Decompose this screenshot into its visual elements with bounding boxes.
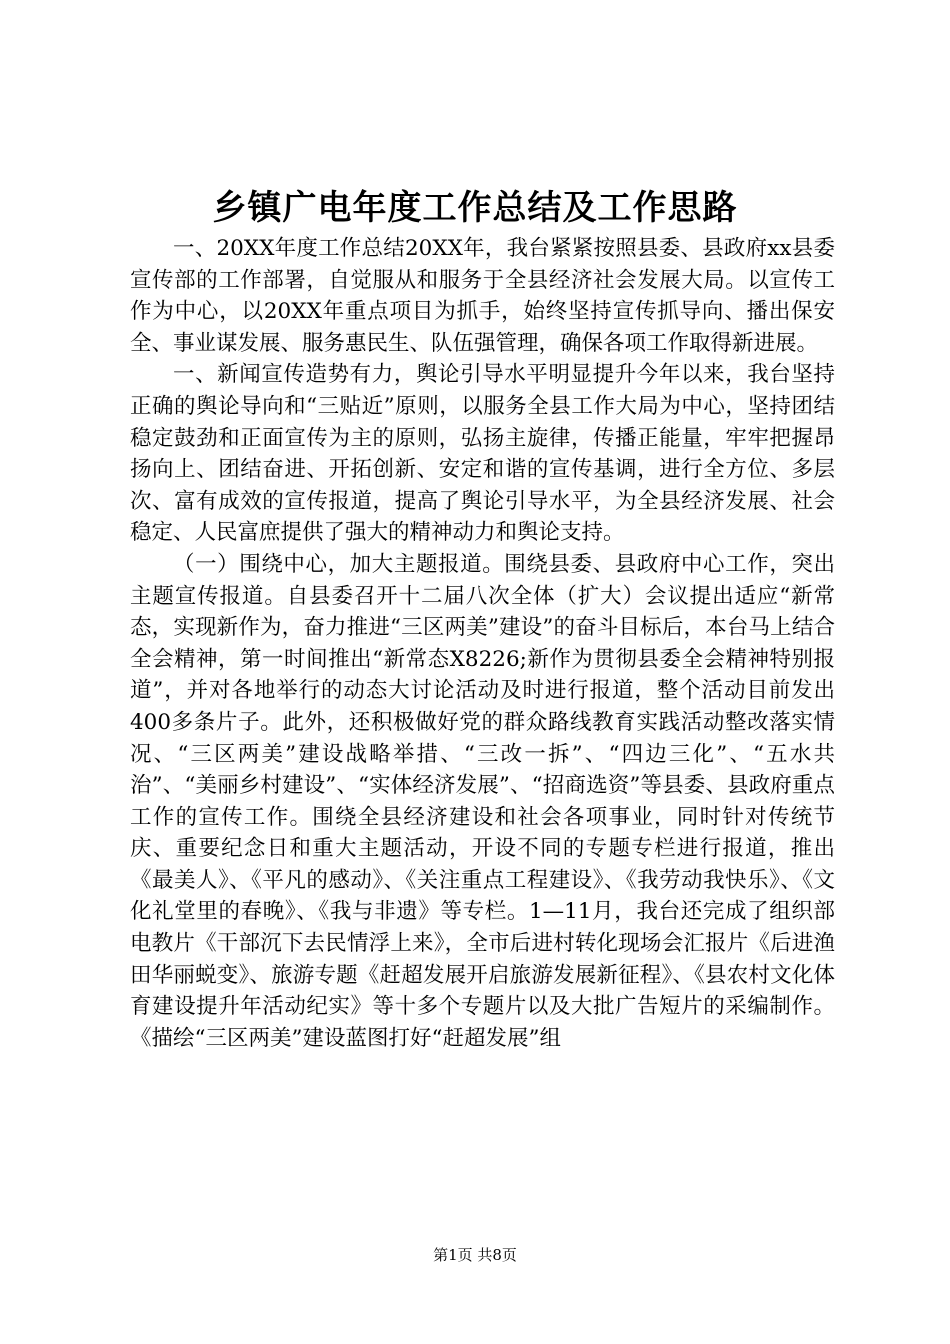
paragraph-theme-reporting: （一）围绕中心，加大主题报道。围绕县委、县政府中心工作，突出主题宣传报道。自县委召开十二届八次全体（扩大）会议提出适应“新常态，实现新作为，奋力推进“三区两美”建设”的奋斗目标后，本台马上结合全会精神，第一时间推出“新常态X8226;新作为贯彻县委全会精神特别报道”，并对各地举行的动态大讨论活动及时进行报道，整个活动目前发出400多条片子。此外，还积极做好党的群众路线教育实践活动整改落实情况、“三区两美”建设战略举措、“三改一拆”、“四边三化”、“五水共治”、“美丽乡村建设”、“实体经济发展”、“招商选资”等县委、县政府重点工作的宣传工作。围绕全县经济建设和社会各项事业，同时针对传统节庆、重要纪念日和重大主题活动，开设不同的专题专栏进行报道，推出《最美人》、《平凡的感动》、《关注重点工程建设》、《我劳动我快乐》、《文化礼堂里的春晚》、《我与非遗》等专栏。1—11月，我台还完成了组织部电教片《干部沉下去民情浮上来》，全市后进村转化现场会汇报片《后进渔田华丽蜕变》、旅游专题《赶超发展开启旅游发展新征程》、《县农村文化体育建设提升年活动纪实》等十多个专题片以及大批广告短片的采编制作。《描绘“三区两美”建设蓝图打好“赶超发展”组 (130, 551, 835, 1051)
page-footer: 第1页 共8页 (433, 1246, 517, 1264)
paragraph-annual-summary: 一、20XX年度工作总结20XX年，我台紧紧按照县委、县政府xx县委宣传部的工作部署，自觉服从和服务于全县经济社会发展大局。以宣传工作为中心，以20XX年重点项目为抓手，始终坚持宣传抓导向、播出保安全、事业谋发展、服务惠民生、队伍强管理，确保各项工作取得新进展。 (130, 236, 835, 356)
document-body (130, 233, 835, 1054)
document-title: 乡镇广电年度工作总结及工作思路 (212, 188, 738, 228)
paragraph-news-publicity: 一、新闻宣传造势有力，舆论引导水平明显提升今年以来，我台坚持正确的舆论导向和“三贴近”原则，以服务全县工作大局为中心，坚持团结稳定鼓劲和正面宣传为主的原则，弘扬主旋律，传播正能量，牢牢把握昂扬向上、团结奋进、开拓创新、安定和谐的宣传基调，进行全方位、多层次、富有成效的宣传报道，提高了舆论引导水平，为全县经济发展、社会稳定、人民富庶提供了强大的精神动力和舆论支持。 (130, 362, 835, 546)
